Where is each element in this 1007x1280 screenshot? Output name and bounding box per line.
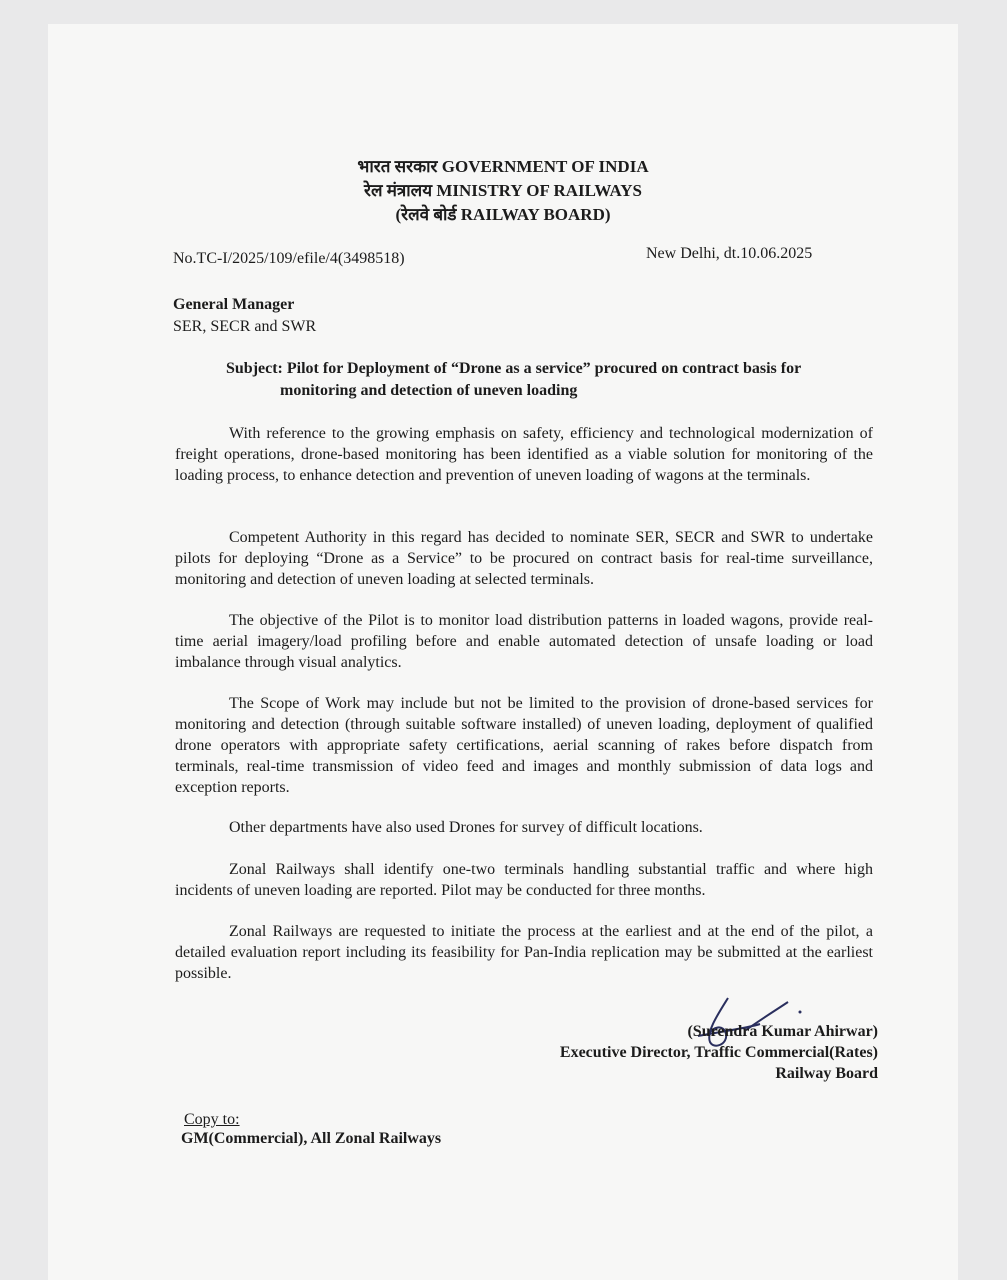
header-line-government: भारत सरकार GOVERNMENT OF INDIA (357, 157, 649, 176)
paragraph-3: The objective of the Pilot is to monitor load distribution patterns in loaded wagons, provide real-time aerial imagery/load profiling before and enable automated detection of unsafe loading or load imbalance through visual analytics. (175, 612, 873, 671)
paragraph-6: Zonal Railways shall identify one-two terminals handling substantial traffic and where high incidents of uneven loading are reported. Pilot may be conducted for three months. (175, 861, 873, 899)
signatory-office: Railway Board (775, 1065, 878, 1082)
paragraph-4: The Scope of Work may include but not be limited to the provision of drone-based services for monitoring and detection (through suitable software installed) of uneven loading, deployment of qualified drone operators with appropriate safety certifications, aerial scanning of rakes before dispatch from terminals, real-time transmission of video feed and images and monthly submission of data logs and exception reports. (175, 695, 873, 796)
place-date: New Delhi, dt.10.06.2025 (646, 245, 813, 262)
subject-line-1: Subject: Pilot for Deployment of “Drone as a service” procured on contract basis for (226, 360, 802, 377)
paragraph-5: Other departments have also used Drones for survey of difficult locations. (229, 819, 703, 836)
header-line-board: (रेलवे बोर्ड RAILWAY BOARD) (395, 205, 611, 224)
paragraph-2: Competent Authority in this regard has decided to nominate SER, SECR and SWR to undertake pilots for deploying “Drone as a Service” to be procured on contract basis for real-time surveillance, monitoring and detection of uneven loading at selected terminals. (175, 529, 873, 588)
paragraph-7: Zonal Railways are requested to initiate the process at the earliest and at the end of the pilot, a detailed evaluation report including its feasibility for Pan-India replication may be submitted at the earliest possible. (175, 923, 873, 982)
addressee-zones: SER, SECR and SWR (173, 318, 317, 335)
subject-line-2: monitoring and detection of uneven loading (280, 382, 578, 399)
signatory-name: (Surendra Kumar Ahirwar) (687, 1023, 878, 1040)
signatory-designation: Executive Director, Traffic Commercial(Rates) (559, 1044, 878, 1061)
subject (226, 358, 873, 402)
header-line-ministry: रेल मंत्रालय MINISTRY OF RAILWAYS (364, 181, 642, 200)
reference-number: No.TC-I/2025/109/efile/4(3498518) (173, 250, 405, 267)
paragraph-1: With reference to the growing emphasis on safety, efficiency and technological modernization of freight operations, drone-based monitoring has been identified as a viable solution for monitoring of the loading process, to enhance detection and prevention of uneven loading of wagons at the terminals. (175, 425, 873, 484)
letter-page (48, 24, 958, 1280)
addressee-title: General Manager (173, 296, 295, 313)
copy-to-label: Copy to: (184, 1111, 240, 1128)
copy-to-recipients: GM(Commercial), All Zonal Railways (181, 1130, 442, 1147)
